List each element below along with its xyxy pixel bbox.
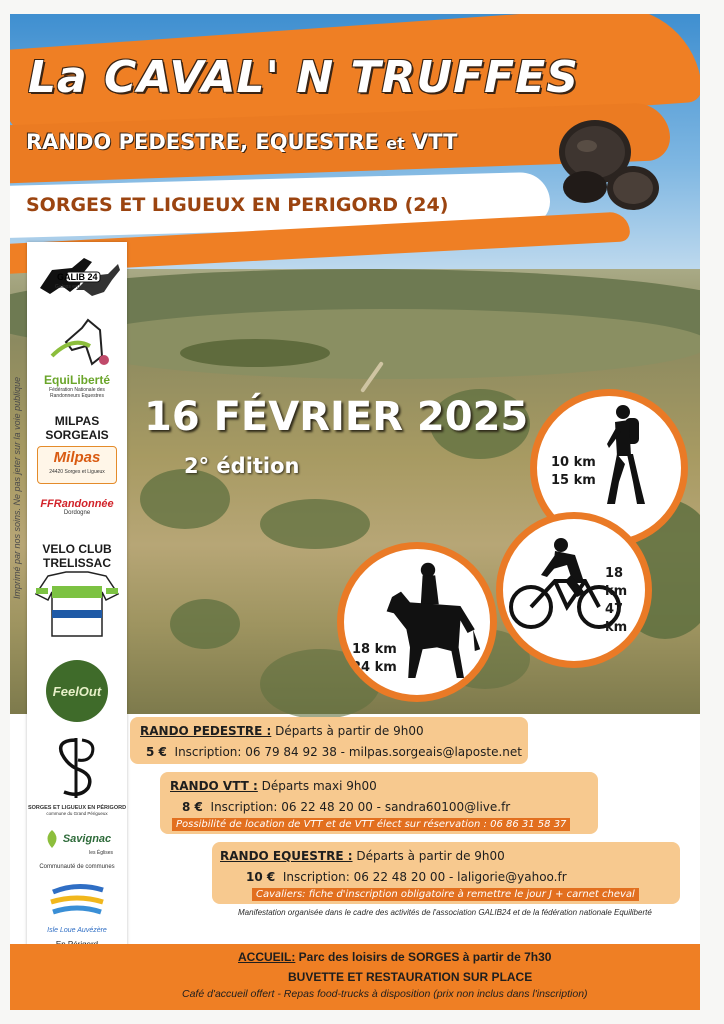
vtt-departs: Départs maxi 9h00 — [261, 779, 377, 793]
info-pedestre — [130, 717, 528, 764]
hiker-distances — [551, 454, 596, 490]
event-location: SORGES ET LIGUEUX EN PERIGORD (24) — [26, 194, 449, 216]
cyclist-disc — [496, 512, 652, 668]
hiker-distance-short: 10 km — [551, 455, 596, 470]
pedestre-price: 5 € — [146, 745, 167, 759]
equestre-inscription: Inscription: 06 22 48 20 00 - laligorie@yahoo.fr — [282, 870, 567, 884]
velo-club-label1: VELO CLUB — [42, 542, 112, 556]
poster — [10, 14, 700, 1010]
sponsor-feelout — [27, 660, 127, 722]
equestre-line1 — [220, 849, 505, 863]
savignac-sub: les Églises — [89, 850, 113, 856]
sponsor-ffrandonnee — [27, 498, 127, 516]
hiker-icon — [597, 404, 657, 514]
footer-accueil — [238, 950, 551, 964]
galib-name: GALIB 24 — [57, 272, 98, 282]
savignac-leaf-icon — [43, 828, 61, 850]
sponsor-galib — [27, 248, 127, 311]
hillside — [70, 309, 700, 379]
horse-head-icon — [42, 316, 112, 368]
shrub — [170, 599, 240, 649]
savignac-logo — [27, 828, 127, 850]
vtt-line2 — [182, 800, 510, 814]
hiker-distance-long: 15 km — [551, 473, 596, 488]
shrub — [260, 499, 370, 549]
subtitle-part2: et — [386, 134, 405, 153]
savignac-name: Savignac — [62, 833, 112, 845]
footer-band — [10, 944, 700, 1010]
sponsor-equiliberte — [27, 316, 127, 399]
footer-buvette: BUVETTE ET RESTAURATION SUR PLACE — [288, 970, 533, 984]
subtitle-part3: VTT — [412, 130, 458, 154]
equestre-cavaliers-note: Cavaliers: fiche d'inscription obligatoire à remettre le jour J + carnet cheval — [252, 888, 639, 901]
feelout-name: FeelOut — [52, 683, 102, 699]
print-disclaimer: Imprimé par nos soins. Ne pas jeter sur la voie publique — [12, 376, 22, 599]
equestre-line2 — [246, 870, 567, 884]
equiliberte-name: EquiLiberté — [43, 373, 110, 387]
milpas-logo — [37, 446, 117, 484]
hilltop-grove — [180, 339, 330, 367]
sponsor-sidebar — [27, 242, 127, 952]
cyclist-distance-short: 18 km — [605, 566, 628, 599]
equestre-heading: RANDO EQUESTRE : — [220, 849, 353, 863]
sponsor-isle-loue — [27, 882, 127, 949]
event-date: 16 FÉVRIER 2025 — [144, 394, 529, 440]
river-waves-icon — [47, 882, 107, 922]
pedestre-departs: Départs à partir de 9h00 — [275, 724, 424, 738]
footer-cafe: Café d'accueil offert - Repas food-trucks à disposition (prix non inclus dans l'inscription) — [182, 988, 588, 1000]
vtt-heading: RANDO VTT : — [170, 779, 258, 793]
milpas-label2: SORGEAIS — [45, 428, 109, 442]
footer-accueil-text: Parc des loisirs de SORGES à partir de 7h30 — [298, 950, 552, 964]
commune-sub: commune du Grand Périgueux — [46, 811, 108, 816]
cycling-jersey-icon — [34, 570, 120, 638]
sponsor-milpas — [27, 414, 127, 484]
event-title: La CAVAL' N TRUFFES — [28, 52, 579, 103]
event-subtitle — [26, 130, 457, 154]
pedestre-heading: RANDO PEDESTRE : — [140, 724, 272, 738]
commune-name: SORGES ET LIGUEUX EN PÉRIGORD — [27, 805, 127, 811]
horse-distance-short: 18 km — [352, 642, 397, 657]
event-edition: 2° édition — [184, 454, 300, 478]
pedestre-line2 — [146, 745, 522, 759]
footer-accueil-label: ACCUEIL: — [238, 950, 296, 964]
info-equestre — [212, 842, 680, 904]
velo-club-label2: TRELISSAC — [42, 556, 111, 570]
vtt-price: 8 € — [182, 800, 203, 814]
vtt-inscription: Inscription: 06 22 48 20 00 - sandra60100@live.fr — [210, 800, 511, 814]
ffrandonnee-name: FFRandonnée — [40, 498, 114, 510]
sponsor-commune — [27, 736, 127, 817]
commune-monogram-icon — [52, 736, 102, 800]
horse-distances — [352, 641, 397, 677]
isle-loue-name: Isle Loue Auvézère — [47, 927, 107, 934]
ffrandonnee-tagline: Dordogne — [63, 510, 91, 516]
equestre-departs: Départs à partir de 9h00 — [356, 849, 505, 863]
shrub — [140, 469, 230, 529]
pedestre-line1 — [140, 724, 424, 738]
feelout-logo — [46, 660, 108, 722]
communaute-label: Communauté de communes — [39, 864, 115, 870]
truffles-icon — [555, 112, 665, 217]
sponsor-savignac — [27, 828, 127, 870]
organizer-mention: Manifestation organisée dans le cadre des activités de l'association GALIB24 et de la fédération nationale Equiliberté — [238, 908, 652, 917]
pedestre-inscription: Inscription: 06 79 84 92 38 - milpas.sorgeais@laposte.net — [174, 745, 522, 759]
equiliberte-line2: Randonneurs Equestres — [50, 393, 104, 399]
vtt-line1 — [170, 779, 377, 793]
cyclist-distance-long: 47 km — [605, 602, 628, 635]
sponsor-velo-club — [27, 542, 127, 643]
horse-distance-long: 24 km — [352, 660, 397, 675]
milpas-address: 24420 Sorges et Ligueux — [49, 469, 105, 475]
galib-tagline: Galops en Liberté — [55, 284, 95, 290]
milpas-label1: MILPAS — [54, 414, 100, 428]
info-vtt — [160, 772, 598, 834]
horse-disc — [337, 542, 497, 702]
milpas-logo-text: Milpas — [53, 449, 101, 466]
subtitle-part1: RANDO PEDESTRE, EQUESTRE — [26, 130, 379, 154]
cyclist-distances — [605, 565, 645, 637]
equiliberte-line1: Fédération Nationale des — [49, 387, 105, 393]
vtt-rental-note: Possibilité de location de VTT et de VTT élect sur réservation : 06 86 31 58 37 — [172, 818, 570, 831]
equestre-price: 10 € — [246, 870, 276, 884]
